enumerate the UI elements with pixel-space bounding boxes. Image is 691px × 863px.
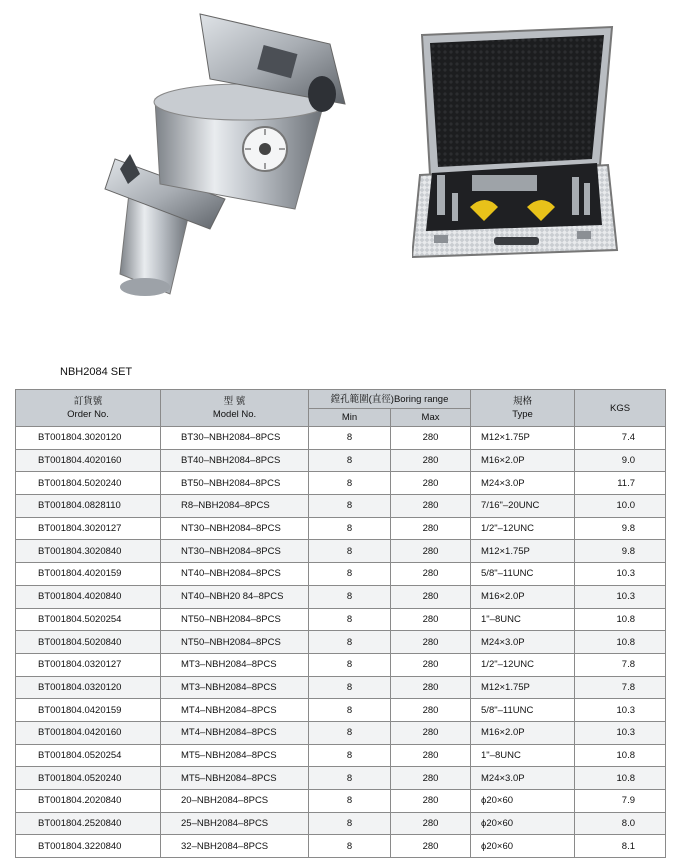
table-row (16, 744, 666, 767)
kgs-cell: 10.3 (575, 585, 666, 608)
table-row (16, 653, 666, 676)
order-number-cell: BT001804.3020120 (16, 427, 161, 450)
model-number-cell: R8–NBH2084–8PCS (161, 495, 309, 518)
order-number-cell: BT001804.0828110 (16, 495, 161, 518)
model-number-cell: 20–NBH2084–8PCS (161, 790, 309, 813)
kgs-cell: 9.8 (575, 517, 666, 540)
type-cell: M16×2.0P (471, 449, 575, 472)
min-cell: 8 (309, 721, 391, 744)
order-number-cell: BT001804.3220840 (16, 835, 161, 858)
max-cell: 280 (391, 540, 471, 563)
header-boring-range: 鏜孔範圍(直徑)Boring range (309, 390, 471, 409)
max-cell: 280 (391, 631, 471, 654)
order-number-cell: BT001804.2020840 (16, 790, 161, 813)
model-number-cell: 25–NBH2084–8PCS (161, 812, 309, 835)
order-number-cell: BT001804.4020159 (16, 563, 161, 586)
max-cell: 280 (391, 472, 471, 495)
model-number-cell: MT4–NBH2084–8PCS (161, 699, 309, 722)
max-cell: 280 (391, 835, 471, 858)
header-type-zh: 規格 (513, 396, 533, 407)
min-cell: 8 (309, 495, 391, 518)
max-cell: 280 (391, 699, 471, 722)
model-number-cell: MT4–NBH2084–8PCS (161, 721, 309, 744)
header-kgs: KGS (575, 390, 666, 427)
type-cell: M12×1.75P (471, 540, 575, 563)
type-cell: M12×1.75P (471, 427, 575, 450)
table-row (16, 790, 666, 813)
min-cell: 8 (309, 608, 391, 631)
spec-table (15, 389, 666, 858)
max-cell: 280 (391, 449, 471, 472)
table-row (16, 495, 666, 518)
max-cell: 280 (391, 790, 471, 813)
kgs-cell: 10.3 (575, 563, 666, 586)
table-row (16, 585, 666, 608)
order-number-cell: BT001804.2520840 (16, 812, 161, 835)
max-cell: 280 (391, 676, 471, 699)
table-row (16, 608, 666, 631)
kgs-cell: 8.0 (575, 812, 666, 835)
min-cell: 8 (309, 427, 391, 450)
type-cell: M24×3.0P (471, 472, 575, 495)
model-number-cell: BT50–NBH2084–8PCS (161, 472, 309, 495)
header-model-en: Model No. (212, 409, 257, 420)
type-cell: 1"–8UNC (471, 744, 575, 767)
min-cell: 8 (309, 790, 391, 813)
kgs-cell: 10.8 (575, 744, 666, 767)
model-number-cell: MT5–NBH2084–8PCS (161, 744, 309, 767)
type-cell: 1/2"–12UNC (471, 653, 575, 676)
header-order-en: Order No. (67, 409, 109, 420)
kgs-cell: 8.1 (575, 835, 666, 858)
model-number-cell: NT40–NBH2084–8PCS (161, 563, 309, 586)
header-model (161, 390, 309, 427)
min-cell: 8 (309, 449, 391, 472)
type-cell: M12×1.75P (471, 676, 575, 699)
max-cell: 280 (391, 767, 471, 790)
max-cell: 280 (391, 812, 471, 835)
header-model-zh: 型 號 (223, 396, 246, 407)
model-number-cell: BT30–NBH2084–8PCS (161, 427, 309, 450)
order-number-cell: BT001804.0520240 (16, 767, 161, 790)
order-number-cell: BT001804.0420159 (16, 699, 161, 722)
model-number-cell: NT50–NBH2084–8PCS (161, 608, 309, 631)
min-cell: 8 (309, 585, 391, 608)
order-number-cell: BT001804.0320120 (16, 676, 161, 699)
min-cell: 8 (309, 517, 391, 540)
max-cell: 280 (391, 653, 471, 676)
min-cell: 8 (309, 563, 391, 586)
kgs-cell: 11.7 (575, 472, 666, 495)
table-row (16, 835, 666, 858)
table-row (16, 721, 666, 744)
min-cell: 8 (309, 835, 391, 858)
max-cell: 280 (391, 427, 471, 450)
max-cell: 280 (391, 495, 471, 518)
type-cell: ϕ20×60 (471, 790, 575, 813)
header-row-1 (16, 390, 666, 409)
kgs-cell: 7.8 (575, 676, 666, 699)
model-number-cell: 32–NBH2084–8PCS (161, 835, 309, 858)
model-number-cell: MT3–NBH2084–8PCS (161, 676, 309, 699)
type-cell: M24×3.0P (471, 631, 575, 654)
type-cell: M16×2.0P (471, 585, 575, 608)
max-cell: 280 (391, 744, 471, 767)
boring-head-photo (60, 4, 350, 304)
header-order (16, 390, 161, 427)
min-cell: 8 (309, 653, 391, 676)
table-row (16, 563, 666, 586)
max-cell: 280 (391, 585, 471, 608)
type-cell: M24×3.0P (471, 767, 575, 790)
min-cell: 8 (309, 812, 391, 835)
max-cell: 280 (391, 608, 471, 631)
type-cell: 5/8"–11UNC (471, 563, 575, 586)
kgs-cell: 7.8 (575, 653, 666, 676)
min-cell: 8 (309, 767, 391, 790)
header-order-zh: 訂貨號 (73, 396, 103, 407)
kgs-cell: 7.9 (575, 790, 666, 813)
type-cell: M16×2.0P (471, 721, 575, 744)
model-number-cell: BT40–NBH2084–8PCS (161, 449, 309, 472)
model-number-cell: MT5–NBH2084–8PCS (161, 767, 309, 790)
type-cell: 7/16"–20UNC (471, 495, 575, 518)
order-number-cell: BT001804.3020127 (16, 517, 161, 540)
order-number-cell: BT001804.3020840 (16, 540, 161, 563)
type-cell: 1"–8UNC (471, 608, 575, 631)
type-cell: ϕ20×60 (471, 812, 575, 835)
order-number-cell: BT001804.5020254 (16, 608, 161, 631)
min-cell: 8 (309, 631, 391, 654)
model-number-cell: NT40–NBH20 84–8PCS (161, 585, 309, 608)
order-number-cell: BT001804.5020240 (16, 472, 161, 495)
kgs-cell: 10.8 (575, 631, 666, 654)
min-cell: 8 (309, 676, 391, 699)
model-number-cell: NT30–NBH2084–8PCS (161, 540, 309, 563)
table-body (16, 427, 666, 858)
table-row (16, 631, 666, 654)
type-cell: 5/8"–11UNC (471, 699, 575, 722)
table-row (16, 540, 666, 563)
tool-case-photo (412, 25, 620, 268)
order-number-cell: BT001804.4020160 (16, 449, 161, 472)
header-type (471, 390, 575, 427)
model-number-cell: MT3–NBH2084–8PCS (161, 653, 309, 676)
min-cell: 8 (309, 472, 391, 495)
kgs-cell: 9.0 (575, 449, 666, 472)
kgs-cell: 9.8 (575, 540, 666, 563)
min-cell: 8 (309, 699, 391, 722)
max-cell: 280 (391, 563, 471, 586)
table-row (16, 812, 666, 835)
kgs-cell: 10.0 (575, 495, 666, 518)
type-cell: ϕ20×60 (471, 835, 575, 858)
table-row (16, 472, 666, 495)
order-number-cell: BT001804.0520254 (16, 744, 161, 767)
table-row (16, 427, 666, 450)
min-cell: 8 (309, 744, 391, 767)
order-number-cell: BT001804.5020840 (16, 631, 161, 654)
table-row (16, 699, 666, 722)
kgs-cell: 10.8 (575, 767, 666, 790)
header-max: Max (391, 409, 471, 427)
max-cell: 280 (391, 517, 471, 540)
set-title: NBH2084 SET (60, 366, 133, 378)
model-number-cell: NT50–NBH2084–8PCS (161, 631, 309, 654)
order-number-cell: BT001804.0420160 (16, 721, 161, 744)
table-row (16, 517, 666, 540)
kgs-cell: 10.8 (575, 608, 666, 631)
kgs-cell: 7.4 (575, 427, 666, 450)
kgs-cell: 10.3 (575, 699, 666, 722)
table-row (16, 767, 666, 790)
table-row (16, 676, 666, 699)
model-number-cell: NT30–NBH2084–8PCS (161, 517, 309, 540)
kgs-cell: 10.3 (575, 721, 666, 744)
type-cell: 1/2"–12UNC (471, 517, 575, 540)
table-row (16, 449, 666, 472)
max-cell: 280 (391, 721, 471, 744)
order-number-cell: BT001804.0320127 (16, 653, 161, 676)
header-type-en: Type (512, 409, 533, 420)
order-number-cell: BT001804.4020840 (16, 585, 161, 608)
min-cell: 8 (309, 540, 391, 563)
header-min: Min (309, 409, 391, 427)
